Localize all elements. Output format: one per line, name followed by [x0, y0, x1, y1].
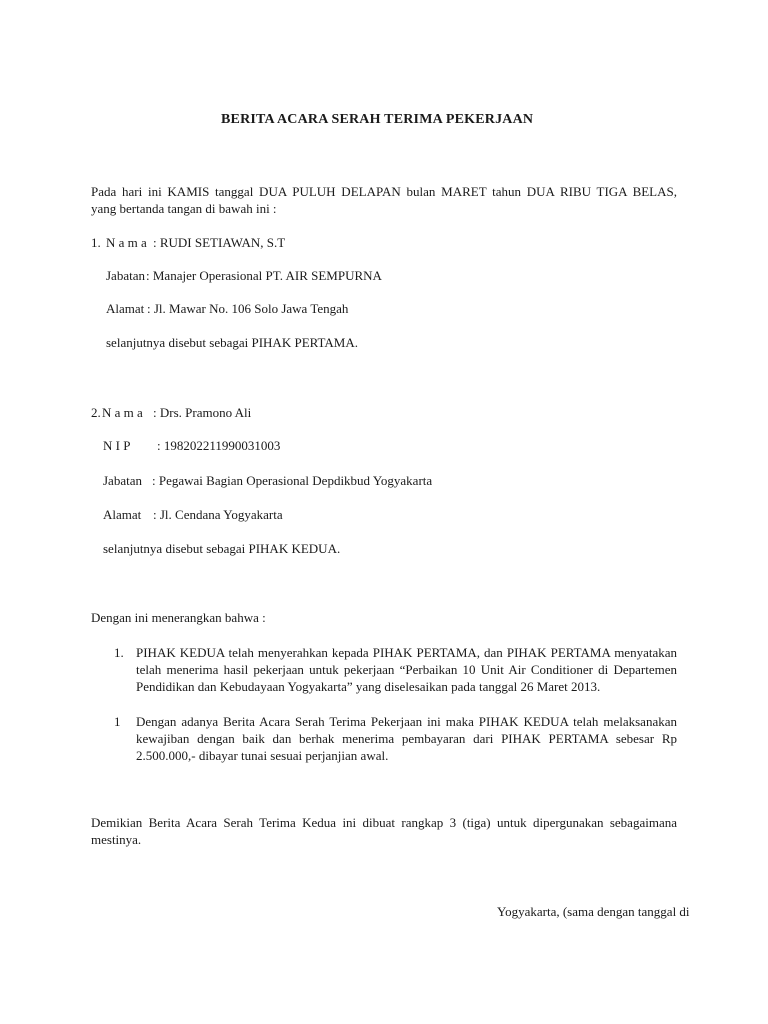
point-2-line-1: Dengan adanya Berita Acara Serah Terima Pekerjaan ini maka PIHAK KEDUA telah melaksanakan: [136, 714, 677, 729]
party1-number: 1.: [91, 235, 101, 250]
document-title: BERITA ACARA SERAH TERIMA PEKERJAAN: [221, 112, 534, 127]
party2-nip-value: : 198202211990031003: [157, 438, 281, 453]
party2-designation: selanjutnya disebut sebagai PIHAK KEDUA.: [103, 541, 341, 556]
point-1-number: 1.: [114, 645, 124, 660]
opening-line-2: yang bertanda tangan di bawah ini :: [91, 201, 277, 216]
closing-line-1: Demikian Berita Acara Serah Terima Kedua ini dibuat rangkap 3 (tiga) untuk dipergunakan sebagaimana: [91, 815, 677, 830]
party2-position-label: Jabatan: [103, 473, 142, 488]
party1-name-label: N a m a: [106, 235, 147, 250]
point-2-line-2: kewajiban dengan baik dan berhak menerima pembayaran dari PIHAK PERTAMA sebesar Rp: [136, 731, 677, 746]
party2-number: 2.: [91, 405, 101, 420]
point-1-line-2: telah menerima hasil pekerjaan untuk pekerjaan “Perbaikan 10 Unit Air Conditioner di Departemen: [136, 662, 677, 677]
party2-address-label: Alamat: [103, 507, 142, 522]
party1-position-label: Jabatan: [106, 268, 145, 283]
place-date: Yogyakarta, (sama dengan tanggal di: [497, 904, 690, 919]
point-2-line-3: 2.500.000,- dibayar tunai sesuai perjanjian awal.: [136, 748, 389, 763]
party2-nip-label: N I P: [103, 438, 131, 453]
party2-address-value: : Jl. Cendana Yogyakarta: [153, 507, 283, 522]
party2-position-value: : Pegawai Bagian Operasional Depdikbud Yogyakarta: [152, 473, 433, 488]
party2-name-label: N a m a: [102, 405, 143, 420]
party2-name-value: : Drs. Pramono Ali: [153, 405, 252, 420]
party1-address-label: Alamat: [106, 301, 145, 316]
party1-name-value: : RUDI SETIAWAN, S.T: [153, 235, 286, 250]
party1-address-value: : Jl. Mawar No. 106 Solo Jawa Tengah: [147, 301, 349, 316]
point-1-line-3: Pendidikan dan Kebudayaan Yogyakarta” yang diselesaikan pada tanggal 26 Maret 2013.: [136, 679, 601, 694]
party1-position-value: : Manajer Operasional PT. AIR SEMPURNA: [146, 268, 382, 283]
closing-line-2: mestinya.: [91, 832, 142, 847]
party1-designation: selanjutnya disebut sebagai PIHAK PERTAMA.: [106, 335, 359, 350]
point-1-line-1: PIHAK KEDUA telah menyerahkan kepada PIHAK PERTAMA, dan PIHAK PERTAMA menyatakan: [136, 645, 677, 660]
point-2-number: 1: [114, 714, 121, 729]
statement-intro: Dengan ini menerangkan bahwa :: [91, 610, 266, 625]
opening-line-1: Pada hari ini KAMIS tanggal DUA PULUH DELAPAN bulan MARET tahun DUA RIBU TIGA BELAS,: [91, 184, 677, 199]
